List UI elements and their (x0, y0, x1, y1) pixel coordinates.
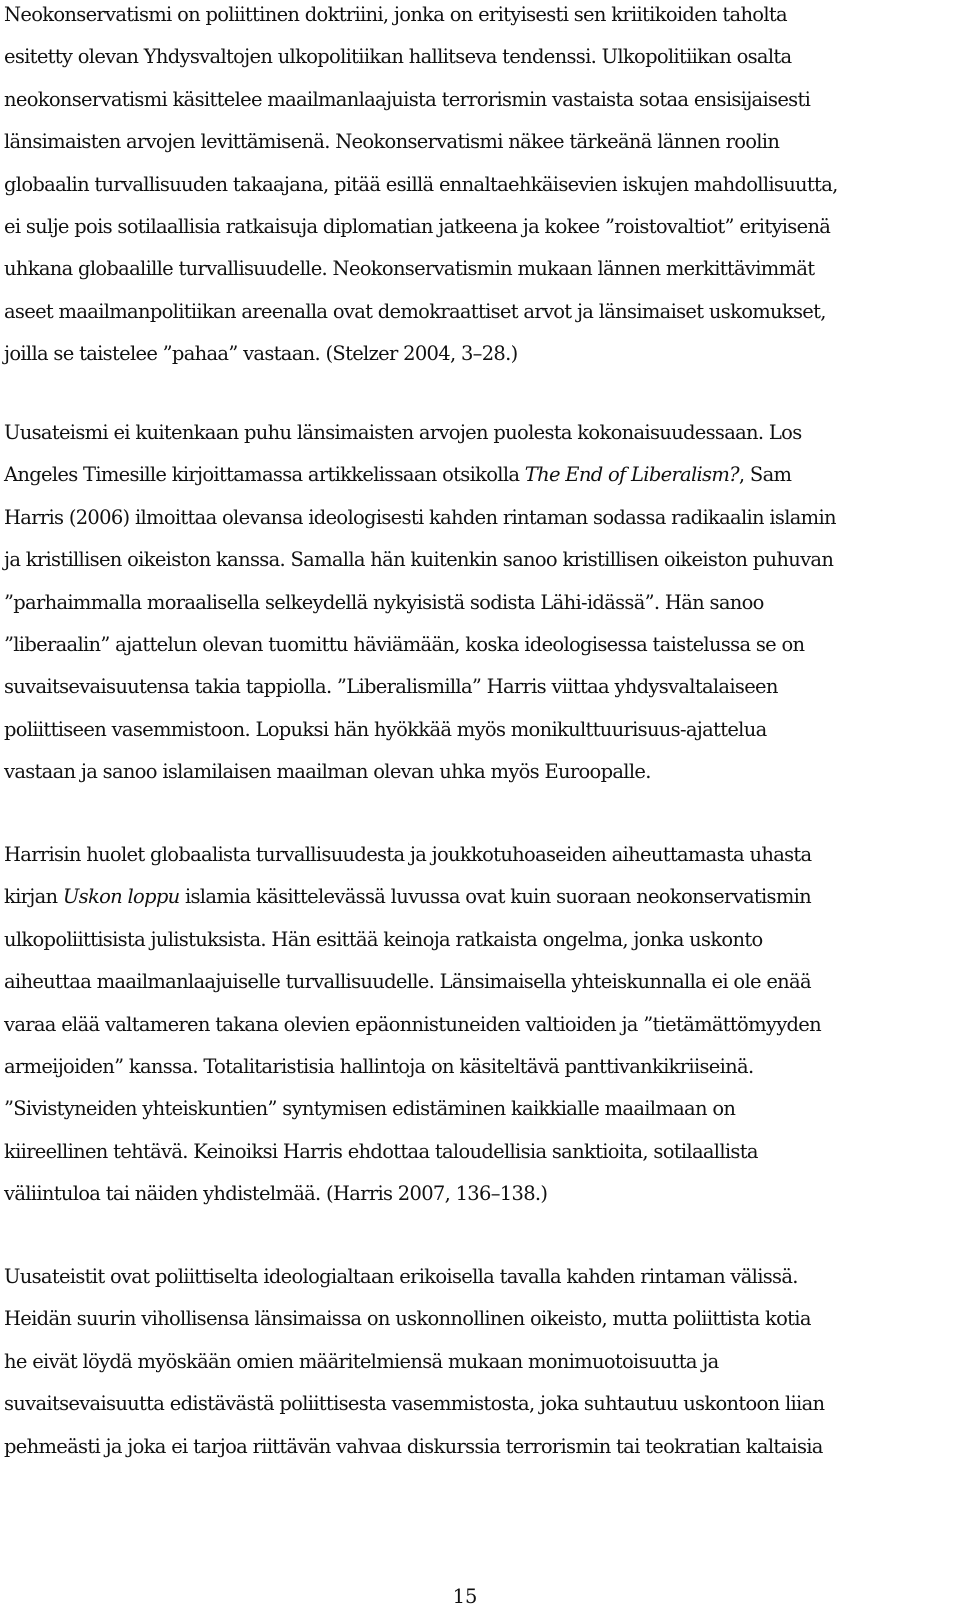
text-line: he eivät löydä myöskään omien määritelmiensä mukaan monimuotoisuutta ja (4, 1349, 719, 1373)
text-line: Uusateistit ovat poliittiselta ideologialtaan erikoisella tavalla kahden rintaman välissä. (4, 1265, 798, 1288)
text-line: kiireellinen tehtävä. Keinoiksi Harris ehdottaa taloudellisia sanktioita, sotilaallista (4, 1139, 758, 1163)
text-line: Harrisin huolet globaalista turvallisuudesta ja joukkotuhoaseiden aiheuttamasta uhasta (4, 843, 812, 866)
paragraph-neokonservatismi (4, 0, 956, 376)
text-line: aseet maailmanpolitiikan areenalla ovat demokraattiset arvot ja länsimaiset uskomukset, (4, 299, 826, 323)
text-line: poliittiseen vasemmistoon. Lopuksi hän hyökkää myös monikulttuurisuus-ajattelua (4, 717, 767, 741)
paragraph-harrisin-huolet (4, 834, 956, 1216)
text-line: esitetty olevan Yhdysvaltojen ulkopolitiikan hallitseva tendenssi. Ulkopolitiikan osalta (4, 45, 792, 69)
text-line (4, 454, 956, 496)
text-line: suvaitsevaisuutta edistävästä poliittisesta vasemmistosta, joka suhtautuu uskontoon liian (4, 1392, 825, 1416)
text-line: ei sulje pois sotilaallisia ratkaisuja diplomatian jatkeena ja kokee ”roistovaltiot” erityisenä (4, 214, 831, 238)
text-line: suvaitsevaisuutensa takia tappiolla. ”Liberalismilla” Harris viittaa yhdysvaltalaiseen (4, 675, 778, 699)
text-line: pehmeästi ja joka ei tarjoa riittävän vahvaa diskurssia terrorismin tai teokratian kaltaisia (4, 1434, 823, 1458)
paragraph-uusateismi (4, 412, 956, 794)
text-line: ulkopoliittisista julistuksista. Hän esittää keinoja ratkaista ongelma, jonka uskonto (4, 927, 763, 951)
text-line: Neokonservatismi on poliittinen doktriini, jonka on erityisesti sen kriitikoiden taholta (4, 3, 787, 26)
text-line: joilla se taistelee ”pahaa” vastaan. (Stelzer 2004, 3–28.) (4, 342, 518, 366)
text-line: ja kristillisen oikeiston kanssa. Samalla hän kuitenkin sanoo kristillisen oikeiston puhuvan (4, 548, 834, 572)
text-line: länsimaisten arvojen levittämisenä. Neokonservatismi näkee tärkeänä lännen roolin (4, 130, 780, 154)
text-line (4, 876, 956, 918)
text-line: ”liberaalin” ajattelun olevan tuomittu häviämään, koska ideologisessa taistelussa se on (4, 632, 805, 656)
text-line: Heidän suurin vihollisensa länsimaissa on uskonnollinen oikeisto, mutta poliittista kotia (4, 1307, 811, 1331)
text-line: Uusateismi ei kuitenkaan puhu länsimaisten arvojen puolesta kokonaisuudessaan. Los (4, 421, 802, 444)
paragraph-uusateistit (4, 1256, 956, 1468)
text-line: väliintuloa tai näiden yhdistelmää. (Harris 2007, 136–138.) (4, 1182, 548, 1206)
text-line: aiheuttaa maailmanlaajuiselle turvallisuudelle. Länsimaisella yhteiskunnalla ei ole enää (4, 970, 811, 994)
text-line: ”parhaimmalla moraalisella selkeydellä nykyisistä sodista Lähi-idässä”. Hän sanoo (4, 590, 764, 614)
text-line: armeijoiden” kanssa. Totalitaristisia hallintoja on käsiteltävä panttivankikriiseinä. (4, 1054, 754, 1078)
text-segment: , Sam (738, 463, 792, 487)
page-number: 15 (452, 1585, 478, 1608)
text-line: neokonservatismi käsittelee maailmanlaajuista terrorismin vastaista sotaa ensisijaisesti (4, 87, 811, 111)
text-segment: islamia käsittelevässä luvussa ovat kuin suoraan neokonservatismin (179, 885, 812, 909)
book-title: Uskon loppu (62, 885, 180, 909)
text-line: ”Sivistyneiden yhteiskuntien” syntymisen edistäminen kaikkialle maailmaan on (4, 1097, 736, 1121)
text-line: Harris (2006) ilmoittaa olevansa ideologisesti kahden rintaman sodassa radikaalin islamin (4, 505, 836, 529)
text-line: globaalin turvallisuuden takaajana, pitää esillä ennaltaehkäisevien iskujen mahdollisuutta, (4, 172, 838, 196)
text-line: varaa elää valtameren takana olevien epäonnistuneiden valtioiden ja ”tietämättömyyden (4, 1012, 822, 1036)
text-segment: kirjan (4, 885, 63, 909)
article-title: The End of Liberalism? (524, 463, 739, 487)
text-segment: Angeles Timesille kirjoittamassa artikkelissaan otsikolla (4, 463, 525, 487)
text-line: uhkana globaalille turvallisuudelle. Neokonservatismin mukaan lännen merkittävimmät (4, 257, 815, 281)
text-line: vastaan ja sanoo islamilaisen maailman olevan uhka myös Euroopalle. (4, 760, 651, 784)
